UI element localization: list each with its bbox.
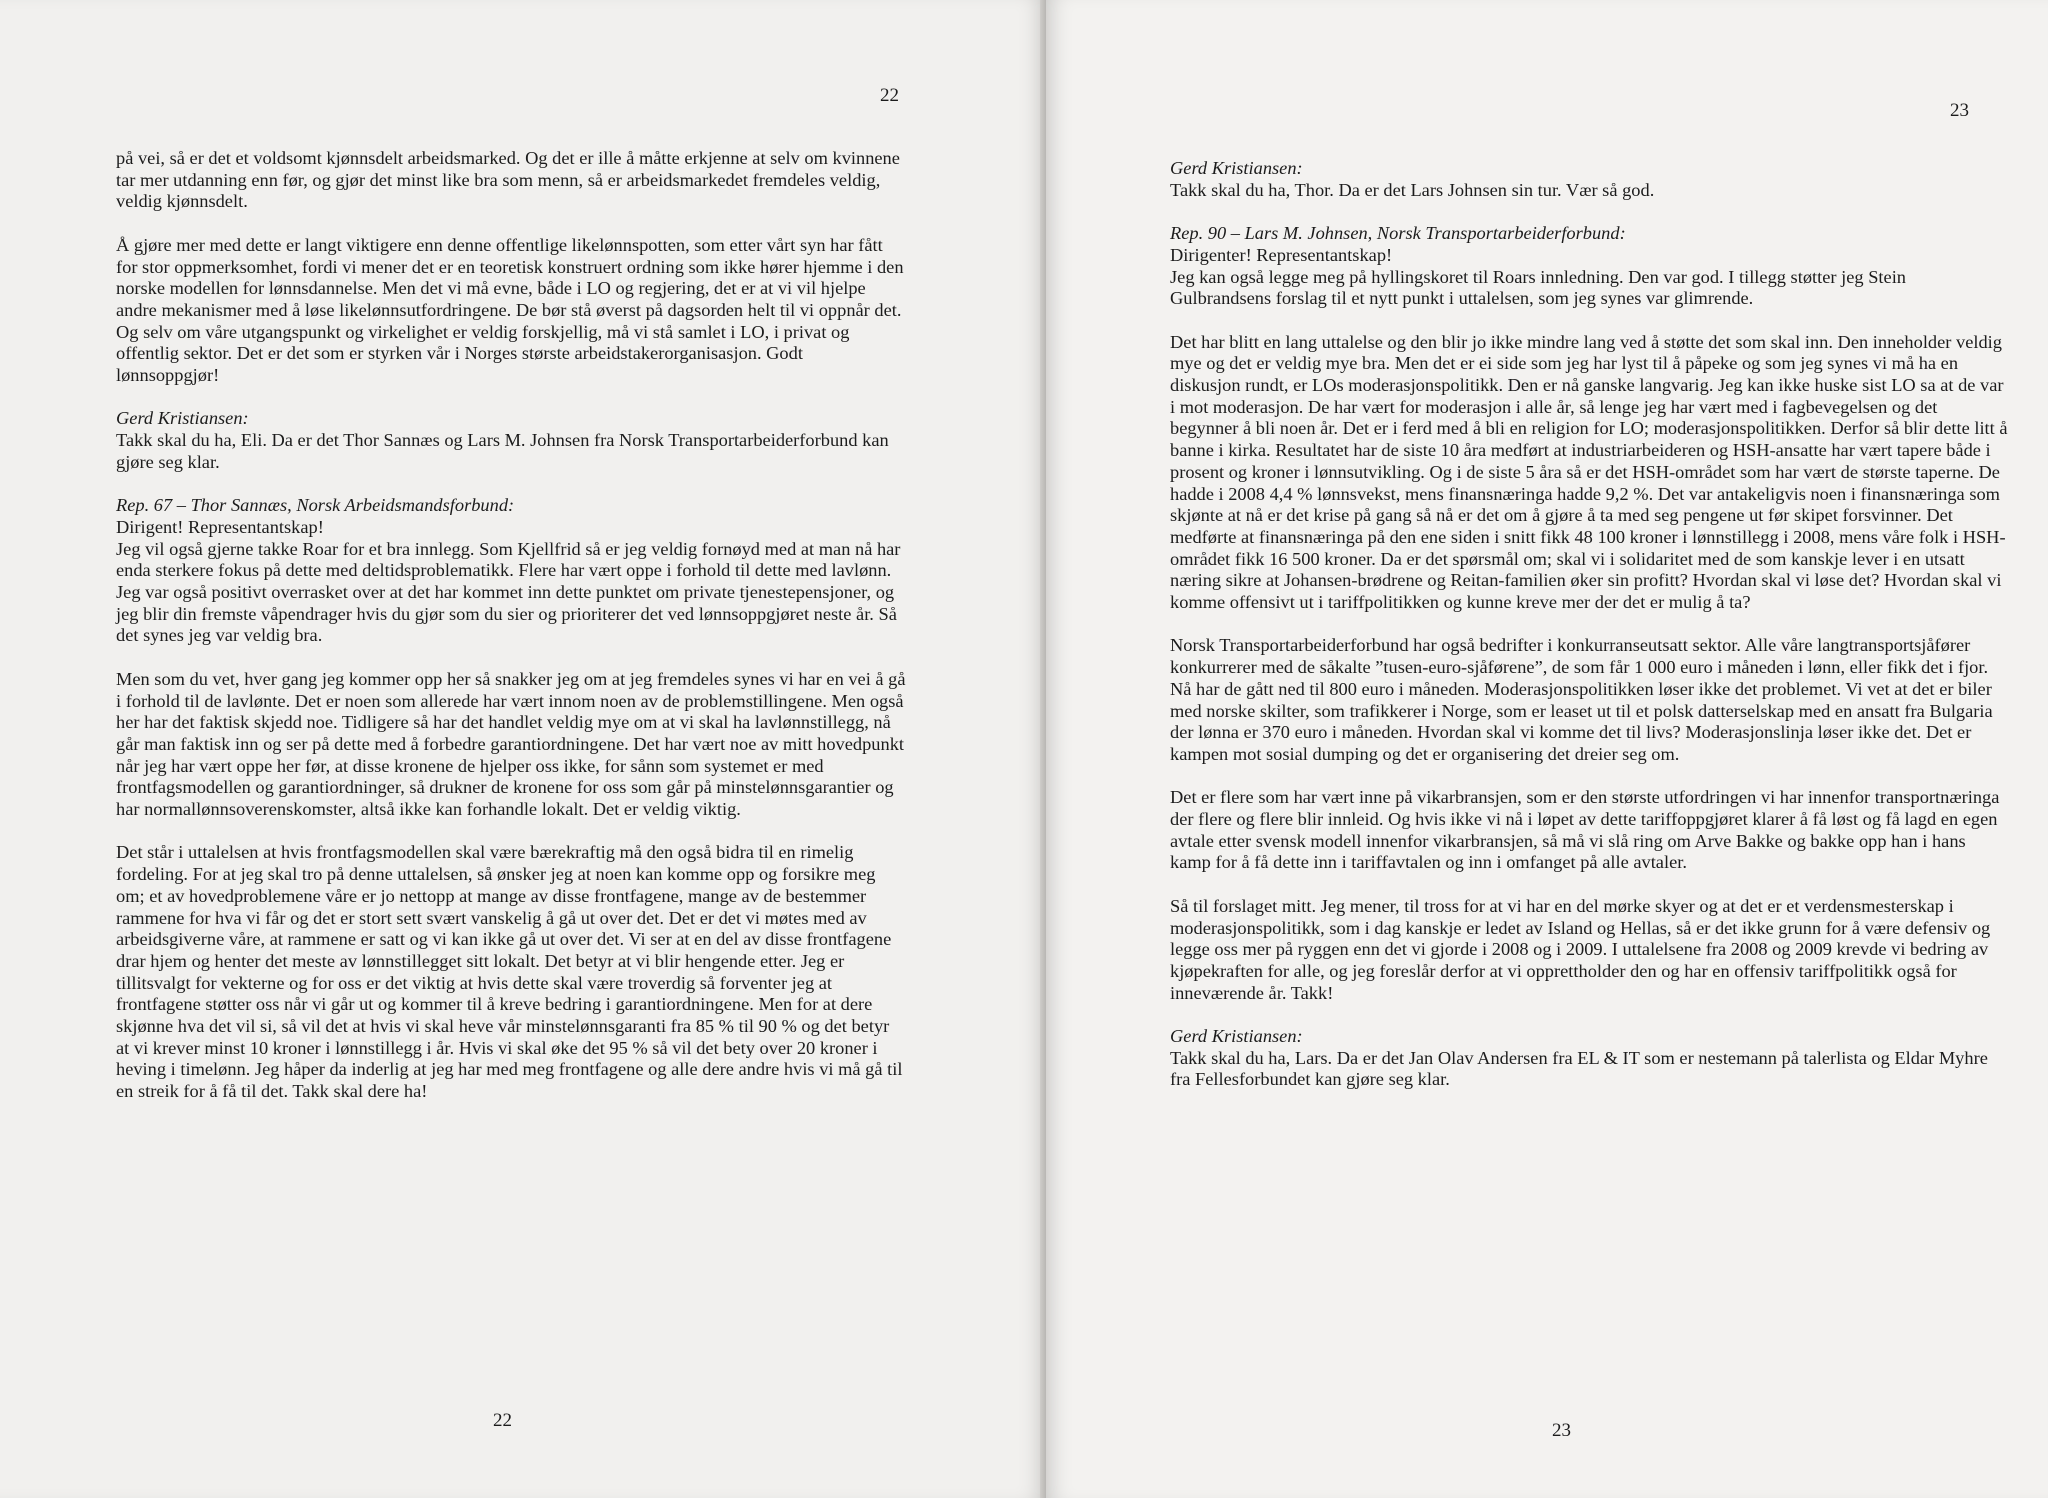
paragraph: Det har blitt en lang uttalelse og den blir jo ikke mindre lang ved å støtte det som skal inn. Den inneholder veldig mye og det er veldig mye bra. Men det er ei side som jeg har lyst til å påpeke og som jeg synes vi må ha en diskusjon rundt, er LOs moderasjonspolitikk. Den er nå ganske langvarig. Jeg kan ikke huske sist LO sa at de var i mot moderasjon. De har vært for moderasjon i alle år, så lenge jeg har vært med i fagbevegelsen og det begynner å bli noen år. Det er i ferd med å bli en religion for LO; moderasjonspolitikken. Derfor så blir dette litt å banne i kirka. Resultatet har de siste 10 åra medført at industriarbeideren og HSH-ansatte har vært tapere både i prosent og kroner i lønnsutvikling. Og i de siste 5 åra så er det HSH-området som har vært de største taperne. De hadde i 2008 4,4 % lønnsvekst, mens finansnæringa hadde 9,2 %. Det var antakeligvis noen i finansnæringa som skjønte at nå er det krise på gang så nå er det om å gjøre å ta med seg pengene ut før skipet forsvinner. Det medførte at finansnæringa på den ene siden i snitt fikk 48 100 kroner i lønnstillegg i 2008, mens våre folk i HSH-området fikk 16 500 kroner. Da er det spørsmål om; skal vi i solidaritet med de som kanskje lever i en utsatt næring sikre at Johansen-brødrene og Reitan-familien øker sin profitt? Hvordan skal vi løse det? Hvordan skal vi komme offensivt ut i tariffpolitikken og kunne kreve mer der det er mulig å ta? bbox=[1170, 331, 2008, 613]
speech-line: Takk skal du ha, Thor. Da er det Lars Johnsen sin tur. Vær så god. bbox=[1170, 179, 1655, 200]
speech-line: Jeg kan også legge meg på hyllingskoret til Roars innledning. Den var god. I tillegg støtter jeg Stein Gulbrandsens forslag til et nytt punkt i uttalelsen, som jeg synes var glimrende. bbox=[1170, 266, 1906, 309]
paragraph: Norsk Transportarbeiderforbund har også bedrifter i konkurranseutsatt sektor. Alle våre langtransportsjåfører konkurrerer med de såkalte ”tusen-euro-sjåførene”, de som får 1 000 euro i måneden i lønn, eller fikk det i fjor. Nå har de gått ned til 800 euro i måneden. Moderasjonspolitikken løser ikke det problemet. Vi vet at det er biler med norske skilter, som trafikkerer i Norge, som er leaset ut til et polsk datterselskap med en ansatt fra Bulgaria der lønna er 370 euro i måneden. Hvordan skal vi komme det til livs? Moderasjonslinja løser ikke det. Det er kampen mot sosial dumping og det er organisering det dreier seg om. bbox=[1170, 635, 1993, 764]
page-number-top: 22 bbox=[880, 85, 899, 106]
speech-line: Dirigent! Representantskap! bbox=[116, 516, 324, 537]
speech-block bbox=[1170, 223, 2010, 310]
paragraph: på vei, så er det et voldsomt kjønnsdelt arbeidsmarked. Og det er ille å måtte erkjenne at selv om kvinnene tar mer utdanning enn før, og gjør det minst like bra som menn, så er arbeidsmarkedet fremdeles veldig, veldig kjønnsdelt. bbox=[116, 148, 900, 212]
speech-line: Jeg vil også gjerne takke Roar for et bra innlegg. Som Kjellfrid så er jeg veldig fornøyd med at man nå har enda sterkere fokus på dette med deltidsproblematikk. Flere har vært oppe i forhold til dette med lavlønn. Jeg var også positivt overrasket over at det har kommet inn dette punktet om private tjenestepensjoner, og jeg blir din fremste våpendrager hvis du gjør som du sier og prioriterer det ved lønnsoppgjøret neste år. Så det synes jeg var veldig bra. bbox=[116, 538, 901, 646]
speech-line: Dirigenter! Representantskap! bbox=[1170, 244, 1393, 265]
paragraph: Så til forslaget mitt. Jeg mener, til tross for at vi har en del mørke skyer og at det er et verdensmesterskap i moderasjonspolitikk, som i dag kanskje er ledet av Island og Hellas, så er det ikke grunn for å være defensiv og legge oss mer på ryggen enn det vi gjorde i 2008 og i 2009. I uttalelsene fra 2008 og 2009 krevde vi bedring av kjøpekraften for alle, og jeg foreslår derfor at vi opprettholder den og har en offensiv tariffpolitikk også for inneværende år. Takk! bbox=[1170, 895, 1991, 1003]
page-number-bottom: 22 bbox=[493, 1410, 512, 1431]
speaker-name: Rep. 67 – Thor Sannæs, Norsk Arbeidsmandsforbund: bbox=[116, 495, 515, 516]
speech-block bbox=[1170, 158, 2010, 201]
speech-block bbox=[1170, 1026, 2010, 1091]
speaker-name: Gerd Kristiansen: bbox=[1170, 158, 1303, 178]
speech-line: Takk skal du ha, Lars. Da er det Jan Olav Andersen fra EL & IT som er nestemann på talerlista og Eldar Myhre fra Fellesforbundet kan gjøre seg klar. bbox=[1170, 1047, 1988, 1090]
left-page-text bbox=[116, 148, 906, 1125]
page-number-bottom: 23 bbox=[1552, 1420, 1571, 1441]
right-page-text bbox=[1170, 158, 2010, 1113]
speech-line: Takk skal du ha, Eli. Da er det Thor Sannæs og Lars M. Johnsen fra Norsk Transportarbeiderforbund kan gjøre seg klar. bbox=[116, 430, 889, 472]
paragraph: Men som du vet, hver gang jeg kommer opp her så snakker jeg om at jeg fremdeles synes vi har en vei å gå i forhold til de lavlønte. Det er noen som allerede har vært innom noen av de problemstillingene. Men også her har det faktisk skjedd noe. Tidligere så har det handlet veldig mye om at vi skal ha lavlønnstillegg, nå går man faktisk inn og ser på dette med å forbedre garantiordningene. Det har vært noe av mitt hovedpunkt når jeg har vært oppe her før, at disse kronene de hjelper oss ikke, for sånn som systemet er med frontfagsmodellen og garantiordninger, så drukner de kronene for oss som går på minstelønnsgarantier og har normallønnsoverenskomster, altså ikke kan forhandle lokalt. Det er veldig viktig. bbox=[116, 668, 906, 820]
paragraph: Det står i uttalelsen at hvis frontfagsmodellen skal være bærekraftig må den også bidra til en rimelig fordeling. For at jeg skal tro på denne uttalelsen, så ønsker jeg at noen kan komme opp og forsikre meg om; et av hovedproblemene våre er jo nettopp at mange av disse frontfagene, mange av de bestemmer rammene for hva vi får og det er stort sett svært vanskelig å gå ut over det. Det er det vi møtes med av arbeidsgiverne våre, at rammene er satt og vi kan ikke gå ut over det. Vi ser at en del av disse frontfagene drar hjem og henter det meste av lønnstillegget sitt lokalt. Det betyr at vi blir hengende etter. Jeg er tillitsvalgt for vekterne og for oss er det viktig at hvis dette skal være troverdig så forventer jeg at frontfagene støtter oss når vi går ut og kommer til å kreve bedring i garantiordningene. Men for at dere skjønne hva det vil si, så vil det at hvis vi skal heve vår minstelønnsgaranti fra 85 % til 90 % og det betyr at vi krever minst 10 kroner i lønnstillegg i år. Hvis vi skal øke det 95 % så vil det bety over 20 kroner i heving i timelønn. Jeg håper da inderlig at jeg har med meg frontfagene og alle dere andre hvis vi må gå til en streik for å få til det. Takk skal dere ha! bbox=[116, 842, 903, 1102]
paragraph: Å gjøre mer med dette er langt viktigere enn denne offentlige likelønnspotten, som etter vårt syn har fått for stor oppmerksomhet, fordi vi mener det er en teoretisk konstruert ordning som ikke hører hjemme i den norske modellen for lønnsdannelse. Men det vi må evne, både i LO og regjering, det er at vi vil hjelpe andre mekanismer med å løse likelønnsutfordringene. De bør stå øverst på dagsorden helt til vi oppnår det. Og selv om våre utgangspunkt og virkelighet er veldig forskjellig, må vi stå samlet i LO, i privat og offentlig sektor. Det er det som er styrken vår i Norges største arbeidstakerorganisasjon. Godt lønnsoppgjør! bbox=[116, 234, 904, 386]
speaker-name: Gerd Kristiansen: bbox=[116, 408, 249, 429]
paragraph: Det er flere som har vært inne på vikarbransjen, som er den største utfordringen vi har innenfor transportnæringa der flere og flere blir innleid. Og hvis ikke vi nå i løpet av dette tariffoppgjøret klarer å få løst og få lagd en egen avtale etter svensk modell innenfor vikarbransjen, så må vi slå ring om Arve Bakke og bakke opp han i hans kamp for å få dette inn i tariffavtalen og inn i omfanget på alle avtaler. bbox=[1170, 787, 2000, 873]
page-number-top: 23 bbox=[1950, 100, 1969, 121]
speaker-name: Gerd Kristiansen: bbox=[1170, 1026, 1303, 1047]
speaker-name: Rep. 90 – Lars M. Johnsen, Norsk Transportarbeiderforbund: bbox=[1170, 223, 1626, 244]
right-page bbox=[1046, 0, 2048, 1498]
speech-block bbox=[116, 408, 906, 473]
speech-block bbox=[116, 495, 906, 647]
